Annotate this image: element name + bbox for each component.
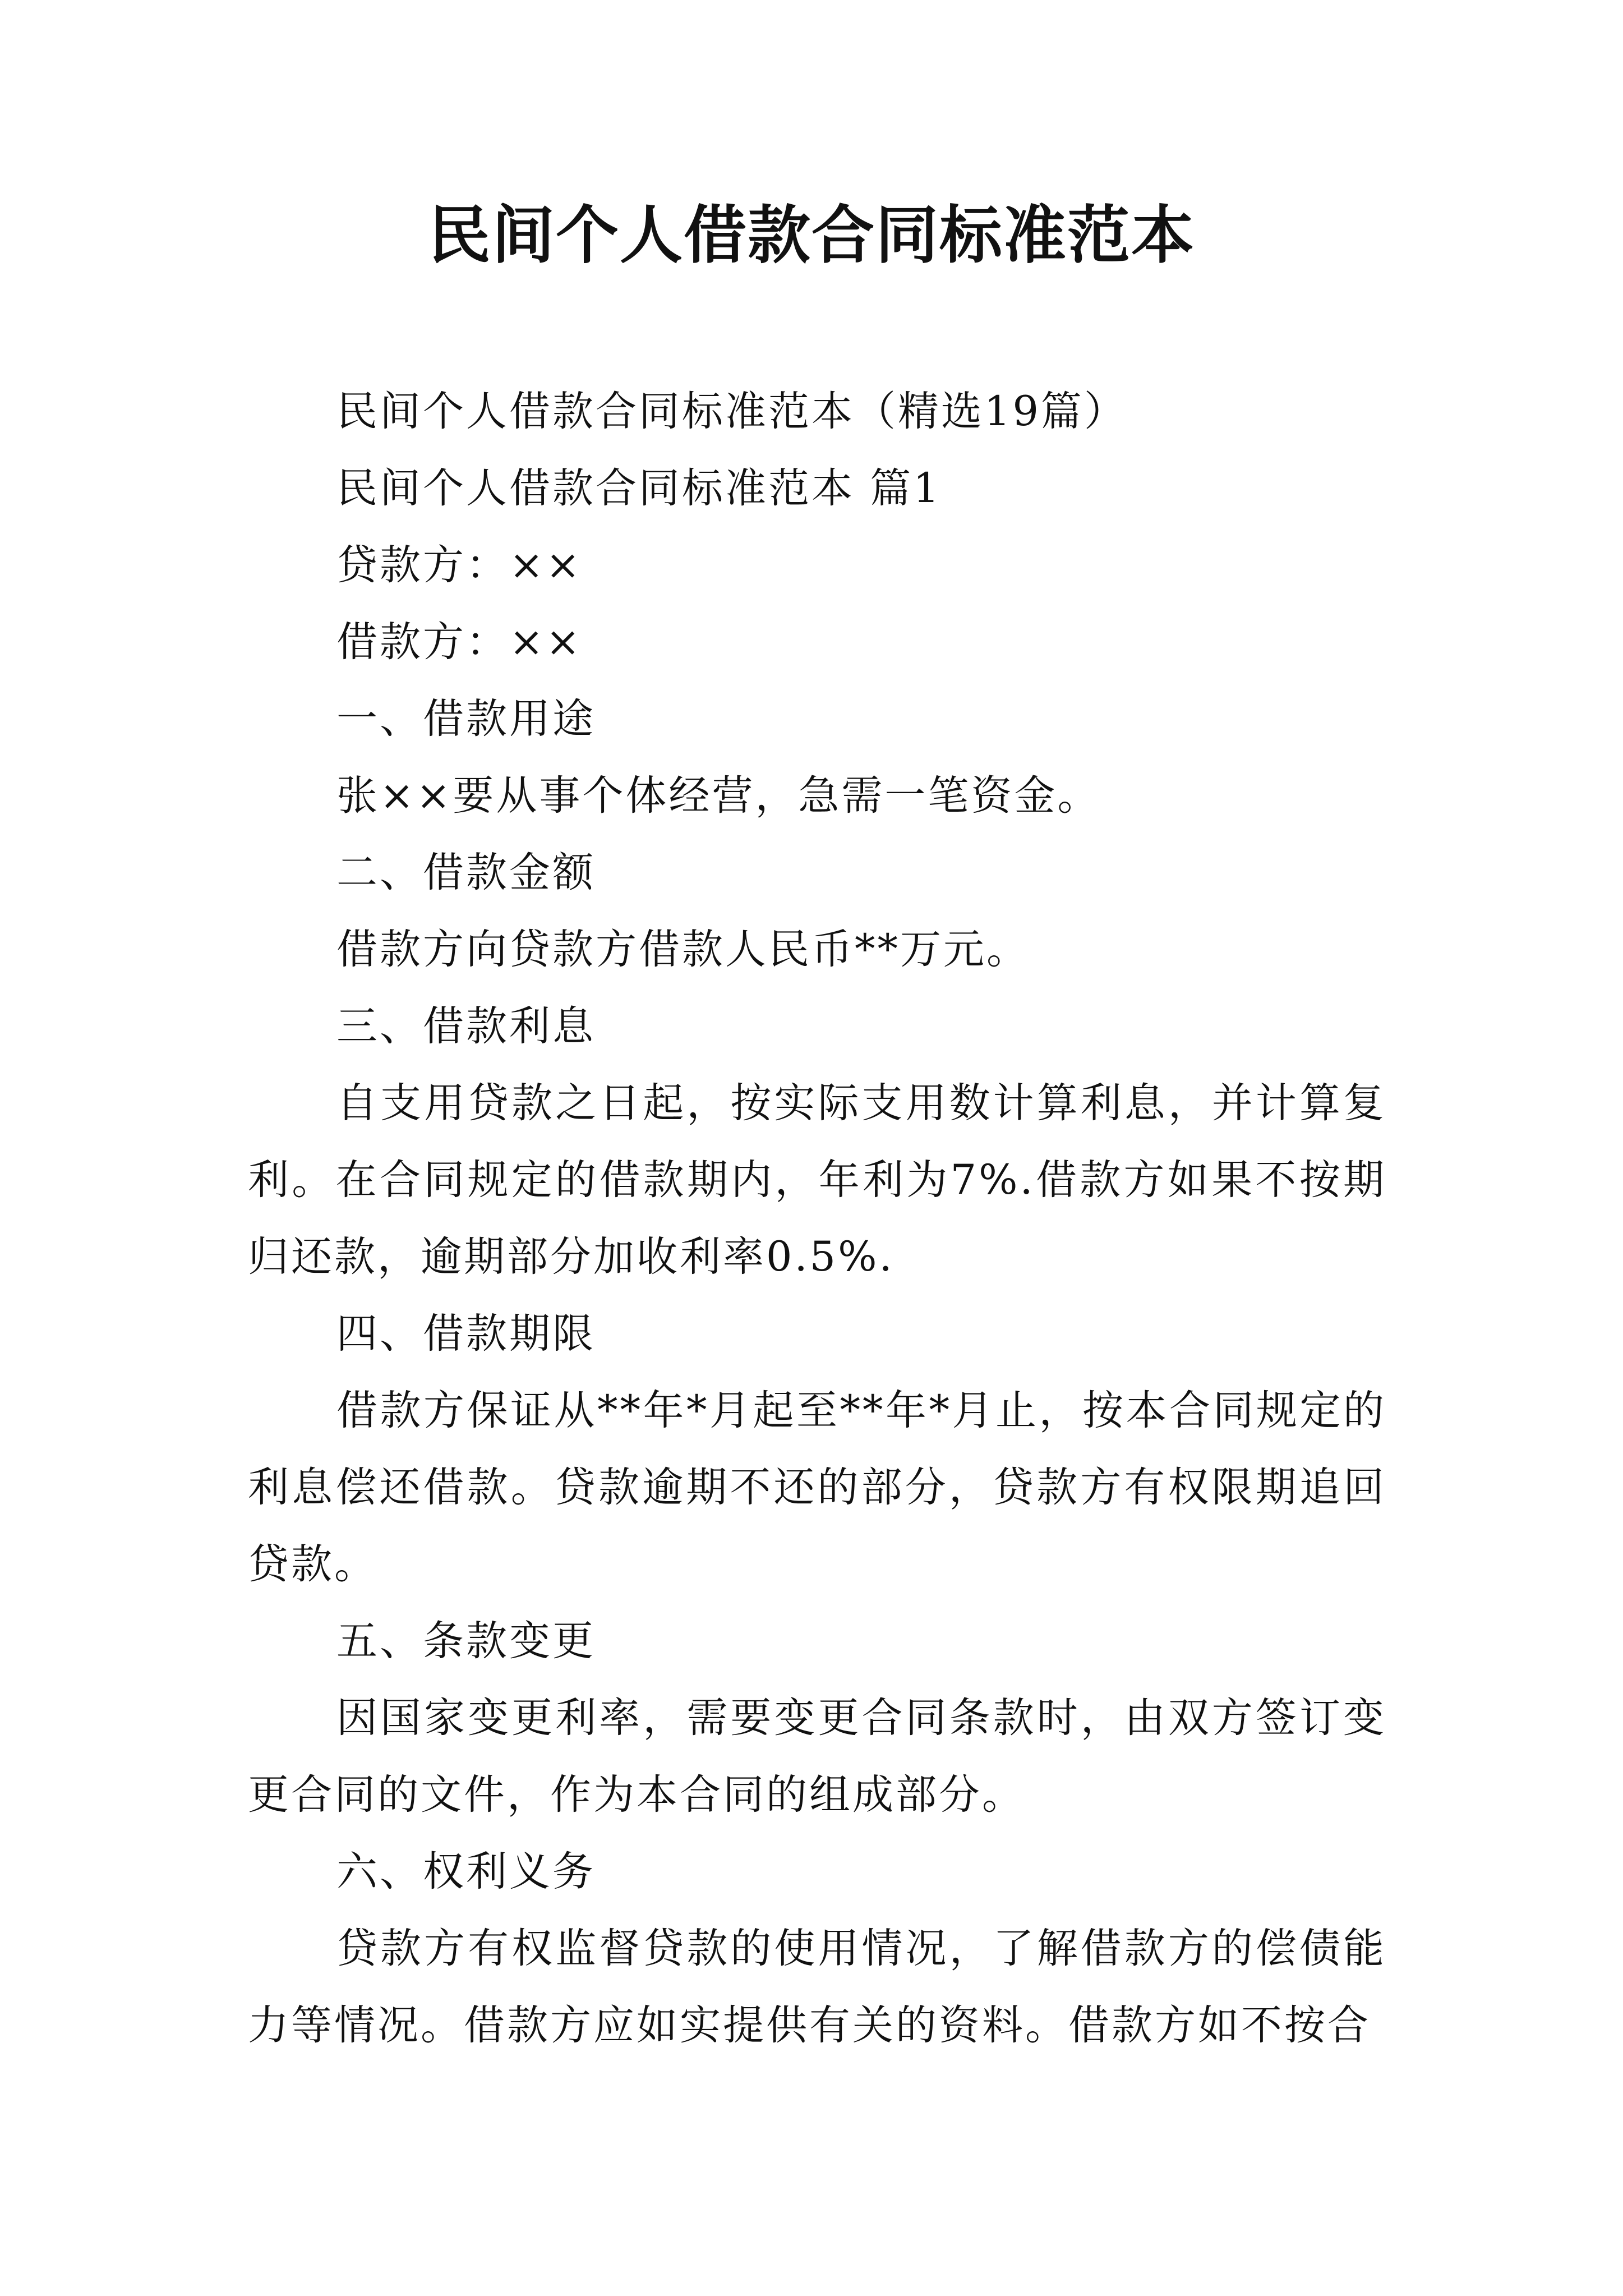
clause-text-rights: 贷款方有权监督贷款的使用情况，了解借款方的偿债能力等情况。借款方应如实提供有关的资料。借款方如不按合 xyxy=(248,1925,1386,2049)
document-body xyxy=(248,373,1386,2064)
document-title: 民间个人借款合同标准范本 xyxy=(428,199,1195,272)
paragraph-section-heading: 民间个人借款合同标准范本 篇1 xyxy=(336,464,942,512)
clause-heading-term: 四、借款期限 xyxy=(336,1310,596,1358)
paragraph-lender: 贷款方：×× xyxy=(336,541,583,589)
clause-text-changes: 因国家变更利率，需要变更合同条款时，由双方签订变更合同的文件，作为本合同的组成部分。 xyxy=(248,1694,1386,1819)
clause-heading-interest: 三、借款利息 xyxy=(336,1002,596,1050)
clause-heading-changes: 五、条款变更 xyxy=(336,1617,596,1665)
clause-text-amount: 借款方向贷款方借款人民币**万元。 xyxy=(336,926,1030,973)
clause-heading-amount: 二、借款金额 xyxy=(336,849,596,896)
clause-heading-purpose: 一、借款用途 xyxy=(336,695,596,743)
clause-text-term: 借款方保证从**年*月起至**年*月止，按本合同规定的利息偿还借款。贷款逾期不还的部分，贷款方有权限期追回贷款。 xyxy=(248,1387,1386,1588)
clause-heading-rights: 六、权利义务 xyxy=(336,1848,596,1895)
clause-text-purpose: 张××要从事个体经营，急需一笔资金。 xyxy=(336,772,1101,820)
paragraph-subtitle: 民间个人借款合同标准范本（精选19篇） xyxy=(336,388,1127,435)
clause-text-interest: 自支用贷款之日起，按实际支用数计算利息，并计算复利。在合同规定的借款期内，年利为7%.借款方如果不按期归还款，逾期部分加收利率0.5%. xyxy=(248,1079,1386,1281)
paragraph-borrower: 借款方：×× xyxy=(336,618,583,666)
